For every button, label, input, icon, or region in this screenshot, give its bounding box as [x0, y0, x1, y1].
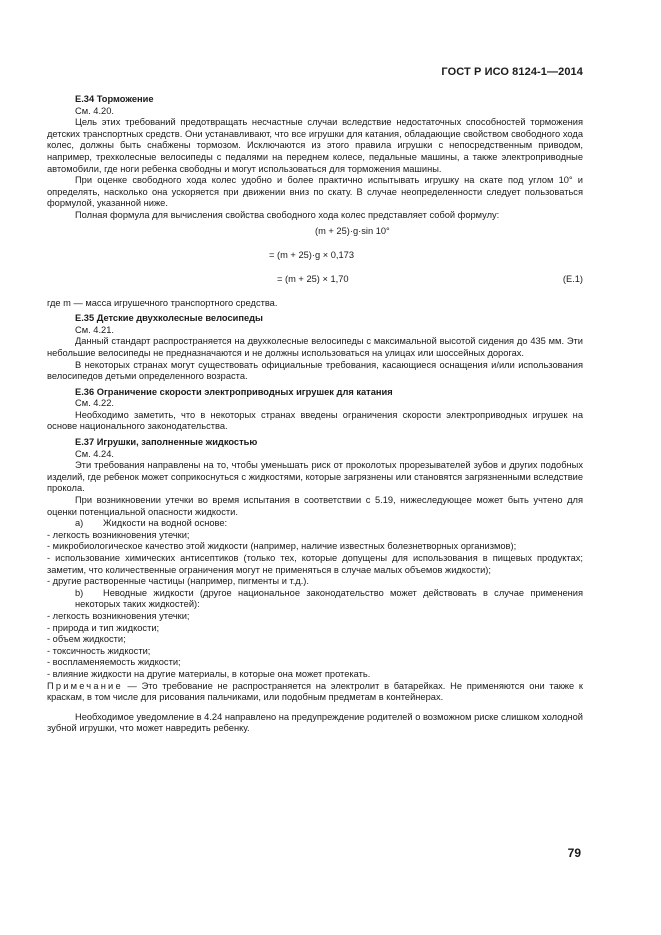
section-e36-reference: См. 4.22.	[75, 398, 114, 409]
note-text: — Это требование не распространяется на электролит в батарейках. Не применяются они также к краскам, в том числе для рисования пальчиками, или подобным предметам в контейнерах.	[47, 680, 583, 703]
formula-line-1	[47, 226, 583, 250]
formula-expression-3: = (m + 25) × 1,70	[277, 273, 349, 284]
formula-line-2	[47, 250, 583, 274]
section-e34-title: E.34 Торможение	[75, 94, 154, 104]
section-e35-paragraph-2: В некоторых странах могут существовать официальные требования, касающиеся оснащения и/или использования велосипедов детьми определенного возраста.	[47, 359, 583, 382]
list-b-heading	[47, 588, 583, 611]
list-item: - другие растворенные частицы (например, пигменты и т.д.).	[47, 576, 309, 587]
list-item: - объем жидкости;	[47, 634, 126, 645]
section-e37-paragraph-3: Необходимое уведомление в 4.24 направлено на предупреждение родителей о возможном риске слишком холодной зубной игрушки, что может навредить ребенку.	[47, 711, 583, 734]
section-e36-title: E.36 Ограничение скорости электроприводных игрушек для катания	[75, 386, 393, 397]
list-item: - токсичность жидкости;	[47, 645, 151, 656]
note-label: Примечание	[47, 680, 123, 691]
list-item: - микробиологическое качество этой жидкости (например, наличие известных болезнетворных организмов);	[47, 541, 517, 552]
list-b-marker: b)	[75, 587, 84, 598]
page-number: 79	[567, 846, 581, 860]
list-item: - легкость возникновения утечки;	[47, 529, 190, 540]
note	[47, 681, 583, 704]
list-a-heading	[47, 518, 583, 530]
section-e35-paragraph-1: Данный стандарт распространяется на двухколесные велосипеды с максимальной высотой сидения до 435 мм. Эти небольшие велосипеды не предназначаются и не должны использоваться на улицах или шоссейных дорогах.	[47, 336, 583, 358]
section-e37-paragraph-2: При возникновении утечки во время испытания в соответствии с 5.19, нижеследующее может быть учтено для оценки потенциальной опасности жидкости.	[47, 495, 583, 517]
list-item: - использование химических антисептиков (только тех, которые допущены для использования в пищевых продуктах; заметим, что количественные ограничения могут не применяться в случае малых объемов жидкости);	[47, 553, 583, 575]
list-item: - влияние жидкости на другие материалы, в которые она может протекать.	[47, 668, 371, 679]
formula-line-3	[47, 274, 583, 298]
standard-header: ГОСТ Р ИСО 8124-1—2014	[441, 66, 583, 78]
formula-expression-2: = (m + 25)·g × 0,173	[269, 249, 355, 260]
section-e34-paragraph-3: Полная формула для вычисления свойства свободного хода колес представляет собой формулу:	[75, 209, 500, 220]
section-e34-reference: См. 4.20.	[75, 105, 114, 116]
formula-expression-1: (m + 25)·g·sin 10°	[315, 225, 390, 236]
section-e35-reference: См. 4.21.	[75, 324, 114, 335]
section-e37-title: E.37 Игрушки, заполненные жидкостью	[75, 437, 258, 448]
section-e34-paragraph-2: При оценке свободного хода колес удобно и более практично испытывать игрушку на скате под углом 10° и определять, насколько она ускоряется при движении вниз по скату. В случае неопределенности следует пользоваться формулой, указанной ниже.	[47, 175, 583, 209]
section-e37-reference: См. 4.24.	[75, 448, 114, 459]
formula-legend: где m — масса игрушечного транспортного средства.	[47, 297, 278, 308]
formula-number: (E.1)	[562, 273, 583, 284]
section-e37-paragraph-1: Эти требования направлены на то, чтобы уменьшать риск от проколотых прорезывателей зубов и других подобных изделий, где ребенок может соприкоснуться с жидкостями, которые загрязнены или становятся загрязненными вследствие прокола.	[47, 460, 583, 494]
list-b-text: Неводные жидкости (другое национальное законодательство может действовать в случае применения некоторых таких жидкостей):	[75, 587, 583, 610]
list-a-text: Жидкости на водной основе:	[103, 518, 228, 529]
list-item: - легкость возникновения утечки;	[47, 610, 190, 621]
section-e34-paragraph-1: Цель этих требований предотвращать несчастные случаи вследствие недостаточных способностей торможения детских транспортных средств. Они устанавливают, что все игрушки для катания, обладающие свойством свободного хода колес, должны быть снабжены тормозом. Исключаются из этого правила игрушки с непосредственным приводом, например, трехколесные велосипеды с педалями на переднем колесе, педальные машины, а также электроприводные автомобили, где ноги ребенка свободны и могут использоваться для торможения машины.	[47, 117, 583, 174]
list-item: - природа и тип жидкости;	[47, 622, 160, 633]
list-item: - воспламеняемость жидкости;	[47, 657, 181, 668]
section-e36-paragraph-1: Необходимо заметить, что в некоторых странах введены ограничения скорости электроприводных игрушек на основе национального законодательства.	[47, 409, 583, 432]
list-a-marker: а)	[75, 518, 84, 529]
section-e35-title: E.35 Детские двухколесные велосипеды	[75, 313, 263, 324]
document-body	[47, 94, 583, 735]
